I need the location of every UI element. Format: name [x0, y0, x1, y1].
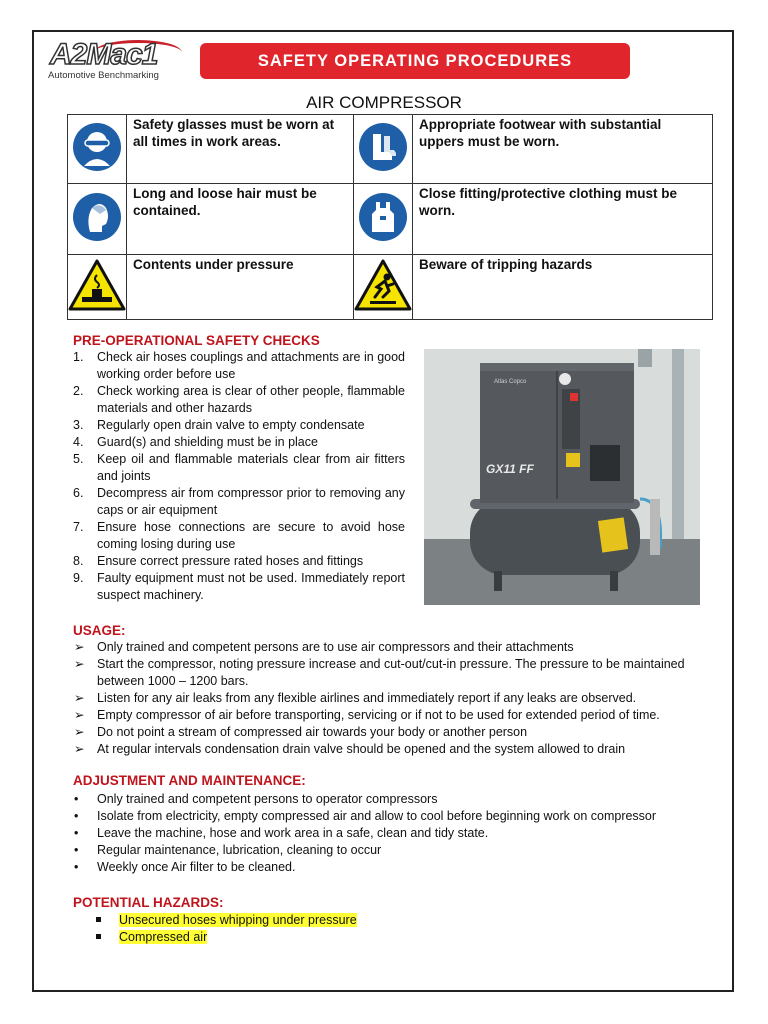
model-label: GX11 FF	[486, 462, 534, 476]
list-item	[73, 842, 713, 859]
safety-glasses-icon	[72, 122, 122, 172]
list-item	[96, 912, 357, 929]
list-item-text: Only trained and competent persons are to use air compressors and their attachments	[97, 640, 574, 654]
list-item-text: At regular intervals condensation drain valve should be opened and the system allowed to drain	[97, 742, 626, 756]
hair-net-icon	[72, 192, 122, 242]
protective-clothing-icon	[358, 192, 408, 242]
arrow-bullet-icon: ➢	[74, 725, 85, 739]
list-item	[73, 383, 405, 417]
round-bullet-icon: •	[74, 809, 79, 823]
list-number: 3.	[73, 418, 84, 432]
list-item	[73, 707, 713, 724]
logo-subtitle: Automotive Benchmarking	[48, 70, 159, 81]
usage-list	[73, 639, 713, 758]
round-bullet-icon: •	[74, 826, 79, 840]
hazards-list	[96, 912, 357, 946]
list-item-text: Decompress air from compressor prior to removing any caps or air equipment	[97, 486, 405, 517]
list-item-text: Compressed air	[119, 930, 208, 944]
list-item-text: Weekly once Air filter to be cleaned.	[97, 860, 296, 874]
page-title: AIR COMPRESSOR	[306, 93, 462, 112]
list-number: 1.	[73, 350, 84, 364]
ppe-text: Safety glasses must be worn at all times in work areas.	[127, 115, 354, 184]
list-item	[73, 825, 713, 842]
arrow-bullet-icon: ➢	[74, 640, 85, 654]
round-bullet-icon: •	[74, 792, 79, 806]
arrow-bullet-icon: ➢	[74, 657, 85, 671]
square-bullet-icon	[96, 934, 101, 939]
ppe-row	[68, 184, 713, 255]
pre-operational-list	[73, 349, 405, 604]
list-item-text: Faulty equipment must not be used. Immediately report suspect machinery.	[97, 571, 405, 602]
brand-label: Atlas Copco	[494, 379, 527, 385]
tripping-hazard-icon	[354, 259, 412, 311]
list-item	[73, 859, 713, 876]
list-number: 5.	[73, 452, 84, 466]
hazards-heading: POTENTIAL HAZARDS:	[73, 895, 224, 910]
pressure-warning-icon	[68, 259, 126, 311]
list-item-text: Leave the machine, hose and work area in a safe, clean and tidy state.	[97, 826, 489, 840]
list-item-text: Regularly open drain valve to empty condensate	[97, 418, 365, 432]
list-item-text: Empty compressor of air before transporting, servicing or if not to be used for extended period of time.	[97, 708, 660, 722]
list-item	[73, 656, 713, 690]
list-item-text: Check air hoses couplings and attachments are in good working order before use	[97, 350, 405, 381]
list-item-text: Keep oil and flammable materials clear from air fitters and joints	[97, 452, 405, 483]
list-item	[73, 553, 405, 570]
list-item-text: Only trained and competent persons to operator compressors	[97, 792, 438, 806]
ppe-text: Appropriate footwear with substantial uppers must be worn.	[413, 115, 713, 184]
list-item	[73, 741, 713, 758]
safety-boots-icon	[358, 122, 408, 172]
list-item	[73, 519, 405, 553]
arrow-bullet-icon: ➢	[74, 742, 85, 756]
list-item-text: Regular maintenance, lubrication, cleaning to occur	[97, 843, 382, 857]
ppe-icon-cell	[68, 255, 127, 320]
list-item	[73, 639, 713, 656]
ppe-text: Beware of tripping hazards	[413, 255, 713, 320]
ppe-text: Close fitting/protective clothing must be worn.	[413, 184, 713, 255]
banner-title: SAFETY OPERATING PROCEDURES	[200, 43, 630, 79]
ppe-icon-cell	[354, 115, 413, 184]
arrow-bullet-icon: ➢	[74, 691, 85, 705]
ppe-row	[68, 255, 713, 320]
list-item-text: Ensure correct pressure rated hoses and fittings	[97, 554, 364, 568]
round-bullet-icon: •	[74, 860, 79, 874]
usage-heading: USAGE:	[73, 623, 126, 638]
pre-operational-heading: PRE-OPERATIONAL SAFETY CHECKS	[73, 333, 320, 348]
list-item	[73, 570, 405, 604]
list-number: 2.	[73, 384, 84, 398]
ppe-text: Long and loose hair must be contained.	[127, 184, 354, 255]
list-item	[73, 451, 405, 485]
list-item	[73, 434, 405, 451]
ppe-icon-cell	[68, 184, 127, 255]
list-number: 4.	[73, 435, 84, 449]
ppe-icon-cell	[68, 115, 127, 184]
list-item	[73, 690, 713, 707]
air-compressor-photo	[424, 349, 700, 605]
maintenance-list	[73, 791, 713, 876]
ppe-icon-cell	[354, 255, 413, 320]
list-item-text: Do not point a stream of compressed air towards your body or another person	[97, 725, 528, 739]
list-item	[73, 724, 713, 741]
list-item-text: Check working area is clear of other people, flammable materials and other hazards	[97, 384, 405, 415]
ppe-text: Contents under pressure	[127, 255, 354, 320]
list-item-text: Listen for any air leaks from any flexible airlines and immediately report if any leaks are observed.	[97, 691, 637, 705]
list-item	[73, 349, 405, 383]
list-number: 6.	[73, 486, 84, 500]
list-item-text: Unsecured hoses whipping under pressure	[119, 913, 357, 927]
list-item	[73, 808, 713, 825]
list-number: 8.	[73, 554, 84, 568]
logo-text: A2Mac1	[50, 38, 158, 71]
list-item-text: Guard(s) and shielding must be in place	[97, 435, 318, 449]
ppe-icon-cell	[354, 184, 413, 255]
list-number: 9.	[73, 571, 84, 585]
list-item-text: Start the compressor, noting pressure increase and cut-out/cut-in pressure. The pressure to be maintained between 1000 – 1200 bars.	[97, 657, 685, 688]
a2mac1-logo	[46, 38, 186, 82]
list-item-text: Isolate from electricity, empty compressed air and allow to cool before beginning work on compressor	[97, 809, 657, 823]
list-item	[73, 791, 713, 808]
list-item	[96, 929, 357, 946]
list-item-text: Ensure hose connections are secure to avoid hose coming losing during use	[97, 520, 405, 551]
maintenance-heading: ADJUSTMENT AND MAINTENANCE:	[73, 773, 306, 788]
list-item	[73, 485, 405, 519]
arrow-bullet-icon: ➢	[74, 708, 85, 722]
square-bullet-icon	[96, 917, 101, 922]
list-item	[73, 417, 405, 434]
ppe-table	[67, 114, 713, 320]
ppe-row	[68, 115, 713, 184]
round-bullet-icon: •	[74, 843, 79, 857]
list-number: 7.	[73, 520, 84, 534]
